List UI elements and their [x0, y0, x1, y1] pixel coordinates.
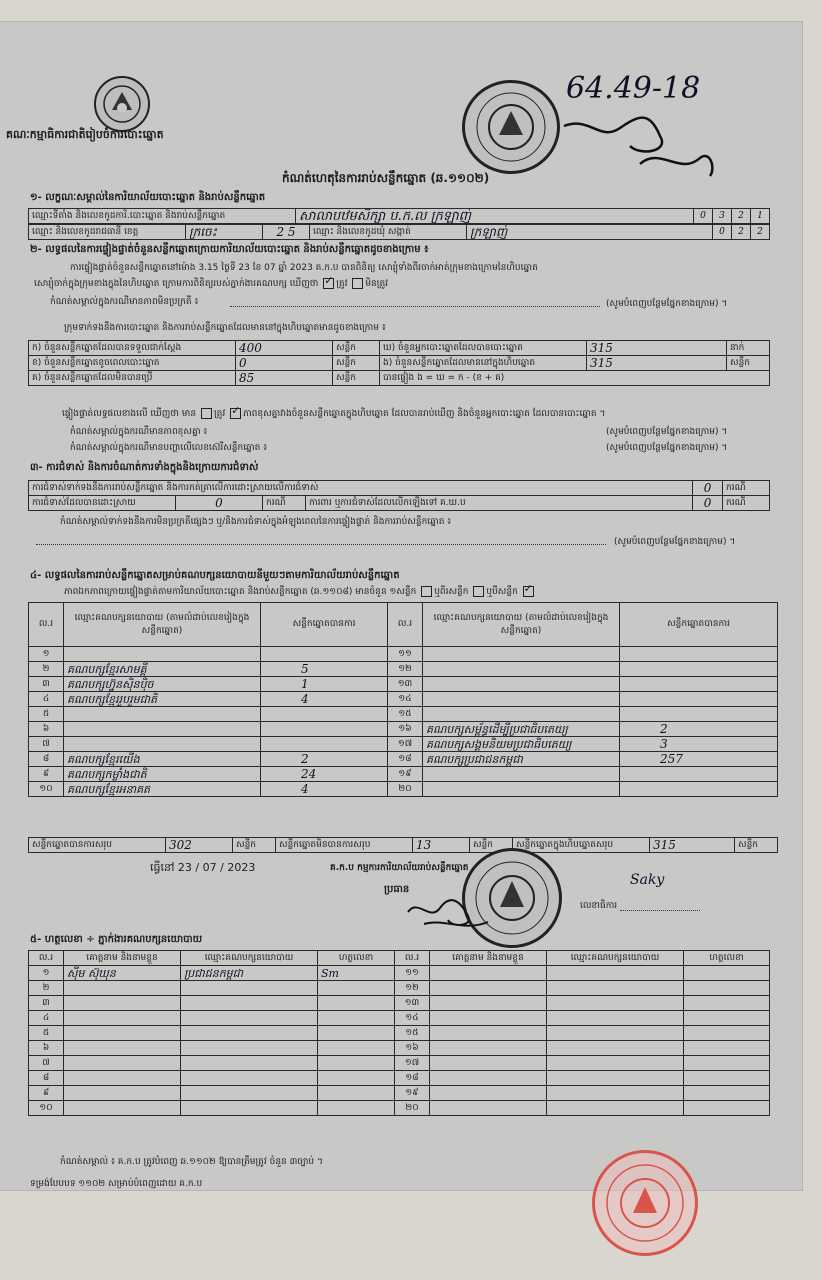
- agent-party: [547, 981, 684, 996]
- agent-row: [29, 996, 770, 1011]
- agent-name: [430, 1026, 547, 1041]
- agent-name: [430, 966, 547, 981]
- official-stamp-top: [462, 80, 560, 174]
- agent-sign: [684, 1086, 770, 1101]
- total-box-label: សន្លឹកឆ្នោតក្នុងហិបឆ្នោតសរុប: [513, 838, 650, 853]
- secretary-line: [620, 910, 700, 911]
- row-no: ២: [29, 981, 64, 996]
- row-no: ៤: [29, 692, 64, 707]
- ballot-row: [29, 356, 770, 371]
- irregularity-note-line[interactable]: [230, 306, 600, 307]
- party-name: [423, 662, 620, 677]
- agent-row: [29, 1056, 770, 1071]
- agent-sign: [684, 1101, 770, 1116]
- nec-emblem: [94, 76, 150, 132]
- total-unit: សន្លឹក: [233, 838, 276, 853]
- col-votes: សន្លឹកឆ្នោតបានការ: [261, 603, 388, 647]
- row-no: ៧: [29, 1056, 64, 1071]
- row-no: ១៦: [395, 1041, 430, 1056]
- agent-row: [29, 981, 770, 996]
- ballot-row-unit: សន្លឹក: [333, 371, 380, 386]
- ballot-count-table: [28, 340, 770, 386]
- party-name: គណបក្សខ្មែររួបរួមជាតិ: [64, 692, 261, 707]
- party-name: [423, 707, 620, 722]
- section3-note: កំណត់សម្គាល់ទាក់ទងនឹងការមិនប្រក្រតីផ្សេងៗ ឬ/និងការជំទាស់ក្នុងអំឡុងពេលនៃការផ្ទៀងផ្ទាត់ និងការរាប់សន្លឹកឆ្នោត ៖: [60, 517, 452, 527]
- party-votes: [620, 662, 778, 677]
- section5-title: ៥- ហត្ថលេខា ÷ ភ្នាក់ងារគណបក្សនយោបាយ: [30, 934, 203, 945]
- col-party: ឈ្មោះគណបក្សនយោបាយ (តាមលំដាប់លេខរៀងក្នុងសន្លឹកឆ្នោត): [64, 603, 261, 647]
- agent-row: [29, 1026, 770, 1041]
- ballot-formula: បានផ្ទៀង ង = ឃ = ក - (ខ + គ): [380, 371, 770, 386]
- agent-name: ស៊ីម ស៊ុឃុន: [64, 966, 181, 981]
- agent-sign: [318, 1071, 395, 1086]
- objection-row2-unit2: ករណី: [723, 496, 770, 511]
- party-name: គណបក្សខ្មែរអនាគត: [64, 782, 261, 797]
- ballot-row-value: 315: [587, 356, 727, 371]
- province-value: ក្រចេះ: [186, 225, 263, 240]
- commune-code-digit: 0: [713, 225, 732, 240]
- row-no: ១៣: [395, 996, 430, 1011]
- location-label: ឈ្មោះទីតាំង និងលេខកូដការិ.បោះឆ្នោត និងរាប់សន្លឹកឆ្នោត: [29, 209, 296, 224]
- agent-name: [64, 1056, 181, 1071]
- ballot-row-unit: សន្លឹក: [333, 341, 380, 356]
- section4-title: ៤- លទ្ធផលនៃការរាប់សន្លឹកឆ្នោតសម្រាប់គណបក្សនយោបាយនីមួយៗតាមការិយាល័យរាប់សន្លឹកឆ្នោត: [30, 570, 400, 581]
- agent-sign: [318, 996, 395, 1011]
- totals-table: [28, 837, 778, 853]
- party-name: [423, 782, 620, 797]
- total-unit: សន្លឹក: [735, 838, 778, 853]
- total-unit: សន្លឹក: [470, 838, 513, 853]
- agent-row: [29, 966, 770, 981]
- row-no: ៨: [29, 1071, 64, 1086]
- results-table: [28, 602, 778, 797]
- agent-sign: [318, 1041, 395, 1056]
- agent-party: [547, 966, 684, 981]
- agent-sign: [318, 1086, 395, 1101]
- party-name: [64, 722, 261, 737]
- party-name: គណបក្សកម្លាំងជាតិ: [64, 767, 261, 782]
- objection-table: [28, 480, 770, 511]
- row-no: ១៨: [395, 1071, 430, 1086]
- section3-note-hint: (សូមបំពេញបន្ថែមផ្នែកខាងក្រោម) ។: [614, 537, 736, 547]
- agent-party: [547, 1041, 684, 1056]
- party-votes: [261, 722, 388, 737]
- agent-party: [181, 1026, 318, 1041]
- secretary-label: លេខាធិការ: [580, 901, 618, 911]
- agent-sign: Sm: [318, 966, 395, 981]
- party-name: គណបក្សខ្មែរយើង: [64, 752, 261, 767]
- form-footer: ទម្រង់បែបបទ ១១០២ សម្រាប់បំពេញដោយ គ.ក.ប: [30, 1179, 203, 1189]
- ballot-row-value: 85: [236, 371, 333, 386]
- party-votes: 257: [620, 752, 778, 767]
- ballot-row-label: ង) ចំនួនសន្លឹកឆ្នោតដែលមាននៅក្នុងហិបឆ្នោត: [380, 356, 587, 371]
- row-no: ២០: [395, 1101, 430, 1116]
- row-no: ៩: [29, 767, 64, 782]
- ballot-row-label: ខ) ចំនួនសន្លឹកឆ្នោតខូចពេលបោះឆ្នោត: [29, 356, 236, 371]
- row-no: ១៦: [388, 722, 423, 737]
- agent-row: [29, 1086, 770, 1101]
- col-party: ឈ្មោះគណបក្សនយោបាយ: [181, 951, 318, 966]
- row-no: ១៥: [395, 1026, 430, 1041]
- party-votes: 1: [261, 677, 388, 692]
- checkbox-correct-label: ត្រូវ: [336, 279, 348, 289]
- row-no: ១៤: [388, 692, 423, 707]
- party-votes: 5: [261, 662, 388, 677]
- agent-sign: [684, 1026, 770, 1041]
- checkbox-match-label: ត្រូវ: [213, 409, 226, 419]
- secretary-signature: Saky: [630, 872, 665, 888]
- col-no: ល.រ: [395, 951, 430, 966]
- handwritten-signature-top: [560, 106, 720, 186]
- row-no: ១៧: [395, 1056, 430, 1071]
- party-name: គណបក្សសង្គមនិយមប្រជាធិបតេយ្យ: [423, 737, 620, 752]
- row-no: ១៣: [388, 677, 423, 692]
- section2-title: ២- លទ្ធផលនៃការផ្ទៀងផ្ទាត់ចំនួនសន្លឹកឆ្នោតក្រោយការិយាល័យបោះឆ្នោត និងរាប់សន្លឹកឆ្នោតដូចខាងក្រោម ៖: [30, 244, 429, 255]
- agent-sign: [684, 966, 770, 981]
- agent-party: [547, 996, 684, 1011]
- committee-name: គ.ក.ប កម្មការការិយាល័យរាប់សន្លឹកឆ្នោត: [330, 863, 469, 873]
- agent-party: ប្រជាជនកម្ពុជា: [181, 966, 318, 981]
- handwritten-number: 64.49-18: [566, 71, 701, 106]
- check-line-text: សោរ្យុំចាក់ក្នុងក្រុមខាងក្នុងនៃហិបឆ្នោត ក្រោមការពិនិត្យរបស់ភ្នាក់ងារគណបក្ស ឃើញថា: [34, 279, 319, 289]
- agent-name: [64, 1041, 181, 1056]
- section1-title: ១- លក្ខណៈសម្គាល់នៃការិយាល័យបោះឆ្នោត និងរាប់សន្លឹកឆ្នោត: [30, 192, 266, 203]
- row-no: ១៥: [388, 707, 423, 722]
- form-sheet: [0, 22, 802, 1190]
- party-name: [423, 767, 620, 782]
- agent-name: [430, 1086, 547, 1101]
- checkbox-difference-label: ភាពខុសគ្នាវាងចំនួនសន្លឹកឆ្នោតក្នុងហិបឆ្នោត ដែលបានរាប់ឃើញ និងចំនួនអ្នកបោះឆ្នោត ដែលបានបោះឆ្នោត ។: [243, 409, 606, 419]
- party-votes: 2: [620, 722, 778, 737]
- checkbox-three-sheet[interactable]: [523, 586, 534, 597]
- irregularity-note-label: កំណត់សម្គាល់ក្នុងករណីមានភាពមិនប្រក្រតី ៖: [50, 297, 199, 307]
- agent-party: [181, 1011, 318, 1026]
- row-no: ១០: [29, 782, 64, 797]
- agent-name: [64, 1071, 181, 1086]
- row-no: ១: [29, 966, 64, 981]
- ballot-row-label: គ) ចំនួនសន្លឹកឆ្នោតដែលមិនបានប្រើ: [29, 371, 236, 386]
- col-sign: ហត្ថលេខា: [318, 951, 395, 966]
- section5-footnote: កំណត់សម្គាល់ ៖ គ.ក.ប ត្រូវបំពេញ ឆ.១១០២ ឱ្យបានត្រឹមត្រូវ ចំនួន ៣ច្បាប់ ។: [60, 1157, 323, 1167]
- row-no: ១៧: [388, 737, 423, 752]
- results-row: [29, 662, 778, 677]
- results-row: [29, 647, 778, 662]
- commune-value: ក្រឡាញ់: [467, 225, 713, 240]
- code-digit: 1: [751, 209, 770, 224]
- col-votes: សន្លឹកឆ្នោតបានការ: [620, 603, 778, 647]
- agent-party: [547, 1011, 684, 1026]
- agent-row: [29, 1011, 770, 1026]
- objection-row1-unit: ករណី: [723, 481, 770, 496]
- agent-party: [547, 1071, 684, 1086]
- commune-code-digit: 2: [732, 225, 751, 240]
- row-no: ១១: [395, 966, 430, 981]
- agent-name: [64, 1101, 181, 1116]
- party-votes: [620, 767, 778, 782]
- total-valid-value: 302: [166, 838, 233, 853]
- results-row: [29, 782, 778, 797]
- party-votes: [261, 707, 388, 722]
- bullet-serial: កំណត់សម្គាល់ក្នុងករណីមានបញ្ហាលើលេខស៊េរីសន្លឹកឆ្នោត ៖: [70, 443, 268, 453]
- col-name: គោត្តនាម និងនាមខ្លួន: [64, 951, 181, 966]
- chief-signature: [404, 892, 494, 932]
- location-value: សាលាបឋមសិក្សា ប.ក.ល ក្រឡាញ់: [296, 209, 694, 224]
- agent-party: [547, 1026, 684, 1041]
- party-votes: [620, 692, 778, 707]
- results-row: [29, 737, 778, 752]
- agent-name: [430, 1071, 547, 1086]
- agent-row: [29, 1101, 770, 1116]
- row-no: ១០: [29, 1101, 64, 1116]
- party-name: [423, 647, 620, 662]
- results-row: [29, 752, 778, 767]
- form-title: កំណត់ហេតុនៃការរាប់សន្លឹកឆ្នោត (ឆ.១១០២): [282, 171, 490, 185]
- ballot-row: [29, 371, 770, 386]
- party-votes: 3: [620, 737, 778, 752]
- col-sign: ហត្ថលេខា: [684, 951, 770, 966]
- objection-row2-value2: 0: [693, 496, 723, 511]
- section1-table: [28, 208, 770, 224]
- party-name: [423, 677, 620, 692]
- party-name: គណបក្សប្រជាជនកម្ពុជា: [423, 752, 620, 767]
- results-row: [29, 692, 778, 707]
- col-no: ល.រ: [29, 951, 64, 966]
- agent-name: [430, 1041, 547, 1056]
- agent-name: [64, 981, 181, 996]
- bullet-difference: កំណត់សម្គាល់ក្នុងករណីមានភាពខុសគ្នា ៖: [70, 427, 208, 437]
- bullet-serial-hint: (សូមបំពេញបន្ថែមផ្នែកខាងក្រោម) ។: [606, 443, 728, 453]
- irregularity-note-hint: (សូមបំពេញបន្ថែមផ្នែកខាងក្រោម) ។: [606, 299, 728, 309]
- agent-party: [181, 996, 318, 1011]
- agents-table: [28, 950, 770, 1116]
- section4-intro: [64, 586, 536, 598]
- compare-line: [62, 408, 605, 420]
- row-no: ៣: [29, 677, 64, 692]
- checkbox-incorrect-label: មិនត្រូវ: [365, 279, 389, 289]
- code-digit: 0: [694, 209, 713, 224]
- party-votes: 4: [261, 782, 388, 797]
- agent-party: [181, 1041, 318, 1056]
- party-votes: [261, 737, 388, 752]
- agent-party: [181, 981, 318, 996]
- row-no: ១៩: [388, 767, 423, 782]
- party-votes: [620, 707, 778, 722]
- agent-party: [547, 1086, 684, 1101]
- province-code: 2 5: [263, 225, 310, 240]
- date-line: ធ្វើនៅ 23 / 07 / 2023: [150, 861, 256, 874]
- row-no: ១៩: [395, 1086, 430, 1101]
- col-party: ឈ្មោះគណបក្សនយោបាយ (តាមលំដាប់លេខរៀងក្នុងសន្លឹកឆ្នោត): [423, 603, 620, 647]
- row-no: ៦: [29, 722, 64, 737]
- agent-name: [430, 996, 547, 1011]
- agent-sign: [318, 1101, 395, 1116]
- row-no: ១: [29, 647, 64, 662]
- party-votes: 24: [261, 767, 388, 782]
- agent-party: [181, 1071, 318, 1086]
- row-no: ៣: [29, 996, 64, 1011]
- section4-intro-text: ភាពឯកភាពក្រោយផ្ទៀងផ្ទាត់តាមការិយាល័យបោះឆ្នោត និងរាប់សន្លឹកឆ្នោត (ឆ.១១០៨) មានចំនួន ១សន្លឹក: [64, 587, 417, 597]
- agent-name: [430, 1056, 547, 1071]
- agent-sign: [684, 1071, 770, 1086]
- check-line: [34, 278, 388, 290]
- agent-sign: [684, 1056, 770, 1071]
- total-invalid-label: សន្លឹកឆ្នោតមិនបានការសរុប: [276, 838, 413, 853]
- chief-label: ប្រធាន: [384, 884, 410, 895]
- agent-sign: [318, 1011, 395, 1026]
- compare-line-text: ផ្ទៀងផ្ទាត់លទ្ធផលខាងលើ ឃើញថា មាន: [62, 409, 197, 419]
- red-official-stamp: [592, 1150, 698, 1256]
- checkbox-difference[interactable]: [230, 408, 241, 419]
- ballot-row-value: 400: [236, 341, 333, 356]
- objection-row2-value: 0: [176, 496, 263, 511]
- party-name: គណបក្សហ្វ៊ុនស៊ិនប៉ិច: [64, 677, 261, 692]
- agent-name: [64, 1086, 181, 1101]
- agent-row: [29, 1041, 770, 1056]
- agent-name: [430, 1011, 547, 1026]
- checkbox-two-sheet[interactable]: [473, 586, 484, 597]
- ballot-row-value: 315: [587, 341, 727, 356]
- objection-row2-unit: ករណី: [263, 496, 306, 511]
- agent-row: [29, 1071, 770, 1086]
- objection-row2-mid: ការពារ ឬការជំទាស់ដែលលើកឡើងទៅ គ.ឃ.ប: [306, 496, 693, 511]
- agent-sign: [318, 1056, 395, 1071]
- agent-name: [64, 1026, 181, 1041]
- party-name: [64, 737, 261, 752]
- agent-sign: [684, 1041, 770, 1056]
- row-no: ៧: [29, 737, 64, 752]
- col-no: ល.រ: [29, 603, 64, 647]
- party-name: [64, 647, 261, 662]
- ballot-row-unit: សន្លឹក: [333, 356, 380, 371]
- party-votes: [620, 647, 778, 662]
- row-no: ៨: [29, 752, 64, 767]
- total-invalid-value: 13: [413, 838, 470, 853]
- row-no: ៥: [29, 1026, 64, 1041]
- agent-party: [181, 1101, 318, 1116]
- row-no: ១២: [395, 981, 430, 996]
- results-row: [29, 767, 778, 782]
- party-votes: [620, 782, 778, 797]
- row-no: ១២: [388, 662, 423, 677]
- results-row: [29, 707, 778, 722]
- col-party: ឈ្មោះគណបក្សនយោបាយ: [547, 951, 684, 966]
- commune-label: ឈ្មោះ និងលេខកូដឃុំ សង្កាត់: [310, 225, 467, 240]
- code-digit: 2: [732, 209, 751, 224]
- bullet-difference-hint: (សូមបំពេញបន្ថែមផ្នែកខាងក្រោម) ។: [606, 427, 728, 437]
- checkbox-two-label: ឬពីរសន្លឹក: [434, 587, 469, 597]
- row-no: ៩: [29, 1086, 64, 1101]
- agent-party: [181, 1086, 318, 1101]
- party-votes: 4: [261, 692, 388, 707]
- agent-name: [430, 1101, 547, 1116]
- checkbox-one-sheet[interactable]: [421, 586, 432, 597]
- party-name: [423, 692, 620, 707]
- row-no: ១៨: [388, 752, 423, 767]
- objection-row2-label: ការជំទាស់ដែលបានដោះស្រាយ: [29, 496, 176, 511]
- party-name: គណបក្សសម្ព័ន្ធដើម្បីប្រជាធិបតេយ្យ: [423, 722, 620, 737]
- agent-name: [64, 996, 181, 1011]
- row-no: ២: [29, 662, 64, 677]
- commune-code-digit: 2: [751, 225, 770, 240]
- party-votes: [261, 647, 388, 662]
- row-no: ១៤: [395, 1011, 430, 1026]
- section2-intro: ក្រុមទាក់ទងនឹងការបោះឆ្នោត និងការរាប់សន្លឹកឆ្នោតដែលមាននៅក្នុងហិបឆ្នោតមានដូចខាងក្រោម ៖: [64, 323, 386, 333]
- row-no: ៥: [29, 707, 64, 722]
- checkbox-three-label: ឬបីសន្លឹក: [486, 587, 518, 597]
- checkbox-incorrect[interactable]: [352, 278, 363, 289]
- party-name: គណបក្សខ្មែរសាមគ្គី: [64, 662, 261, 677]
- party-votes: [620, 677, 778, 692]
- row-no: ២០: [388, 782, 423, 797]
- party-name: [64, 707, 261, 722]
- agent-sign: [318, 1026, 395, 1041]
- ballot-row-label: ក) ចំនួនសន្លឹកឆ្នោតដែលបានទទួលជាក់ស្តែង: [29, 341, 236, 356]
- col-no: ល.រ: [388, 603, 423, 647]
- total-valid-label: សន្លឹកឆ្នោតបានការសរុប: [29, 838, 166, 853]
- agent-party: [547, 1056, 684, 1071]
- ballot-row: [29, 341, 770, 356]
- province-label: ឈ្មោះ និងលេខកូដរាជធានី ខេត្ត: [29, 225, 186, 240]
- objection-row1-value: 0: [693, 481, 723, 496]
- col-name: គោត្តនាម និងនាមខ្លួន: [430, 951, 547, 966]
- results-row: [29, 677, 778, 692]
- row-no: ៦: [29, 1041, 64, 1056]
- total-box-value: 315: [650, 838, 735, 853]
- row-no: ៤: [29, 1011, 64, 1026]
- time-line: ការផ្ទៀងផ្ទាត់ចំនួនសន្លឹកឆ្នោតនៅម៉ោង 3.15 ថ្ងៃទី 23 ខែ 07 ឆ្នាំ 2023 គ.ក.ប បានពិនិត្យ សោរ្យុំទាំងពីរចាក់អាត់ក្រុមខាងក្រោមនៃហិបឆ្នោត: [70, 263, 538, 273]
- agency-name: គណៈកម្មាធិការជាតិរៀបចំការបោះឆ្នោត: [6, 128, 164, 141]
- section3-note-line[interactable]: [36, 544, 606, 545]
- ballot-row-unit: នាក់: [727, 341, 770, 356]
- agent-sign: [684, 981, 770, 996]
- section3-title: ៣- ការជំទាស់ និងការចំណាត់ការទាំងក្នុងនិងក្រោយការជំទាស់: [30, 462, 259, 473]
- objection-row1-label: ការជំទាស់ទាក់ទងនឹងការរាប់សន្លឹកឆ្នោត និងការកត់ត្រាលើការដោះស្រាយលើការជំទាស់: [29, 481, 693, 496]
- agent-sign: [684, 1011, 770, 1026]
- results-row: [29, 722, 778, 737]
- code-digit: 3: [713, 209, 732, 224]
- agent-party: [181, 1056, 318, 1071]
- party-votes: 2: [261, 752, 388, 767]
- agent-name: [64, 1011, 181, 1026]
- checkbox-match[interactable]: [201, 408, 212, 419]
- section1-table-row2: [28, 224, 770, 240]
- ballot-row-unit: សន្លឹក: [727, 356, 770, 371]
- ballot-row-value: 0: [236, 356, 333, 371]
- ballot-row-label: ឃ) ចំនួនអ្នកបោះឆ្នោតដែលបានបោះឆ្នោត: [380, 341, 587, 356]
- row-no: ១១: [388, 647, 423, 662]
- agent-party: [547, 1101, 684, 1116]
- agent-name: [430, 981, 547, 996]
- agent-sign: [684, 996, 770, 1011]
- checkbox-correct[interactable]: [323, 278, 334, 289]
- agent-sign: [318, 981, 395, 996]
